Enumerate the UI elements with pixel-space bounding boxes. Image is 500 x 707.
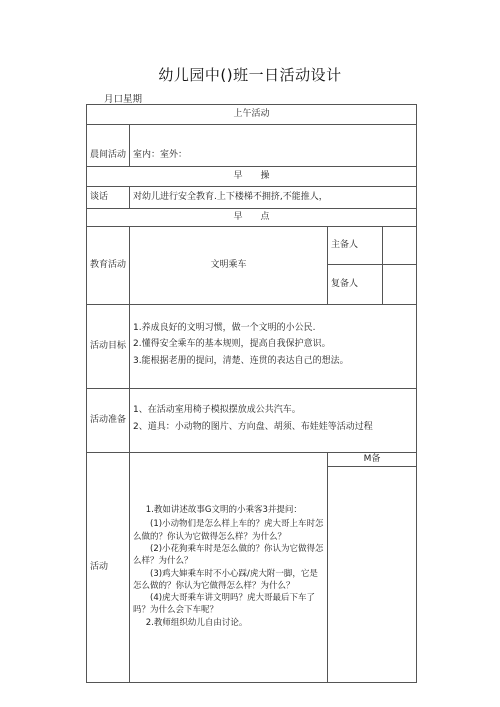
goal-item: 1.养成良好的文明习惯，做一个文明的小公民.: [133, 323, 316, 334]
activity-question: (4)虎大哥乘车讲文明吗？虎大哥最后下车了吗？为什么会下车呢？: [133, 593, 316, 616]
goal-item: 2.懂得安全乘车的基本规则，提高自我保护意识。: [133, 339, 331, 350]
activity-question: (2)小花狗乘车时是怎么做的？你认为它做得怎么样？为什么？: [133, 543, 324, 567]
talk-label: 谈话: [87, 187, 130, 209]
activity-outro: 2.教师组织幼儿自由讨论。: [145, 617, 248, 628]
activity-label: 活动: [87, 453, 130, 683]
education-label: 教育活动: [87, 227, 130, 305]
page-title: 幼儿园中()班一日活动设计: [158, 66, 342, 84]
talk-row: [87, 187, 417, 209]
goals-list: [130, 305, 417, 389]
education-value: 文明乘车: [130, 227, 328, 305]
education-row: [87, 227, 417, 265]
morning-header: 上午活动: [87, 105, 417, 125]
review-value: [383, 265, 417, 305]
activity-side-label: M备: [328, 453, 417, 467]
prep-list: [130, 389, 417, 453]
talk-value: 对幼儿进行安全教育.上下楼梯不拥挤,不能推人，: [130, 187, 417, 209]
goals-label: 活动目标: [87, 305, 130, 389]
activity-intro: 1.教如讲述故事G文明的小乘客3并提问：: [145, 504, 302, 515]
prep-item: 1、在活动室用椅子模拟摆放成公共汽车。: [133, 405, 301, 416]
prep-row: [87, 389, 417, 453]
date-line: 月口星期: [104, 94, 143, 105]
plan-table: [86, 104, 417, 683]
prep-item: 2、道具：小动物的图片、方向盘、胡须、布娃娃等活动过程: [133, 421, 373, 432]
activity-question: (3)鸡大婶乘车时不小心踩/虎大附一脚，它是怎么做的？你认为它做得怎么样？为什么？: [133, 568, 318, 591]
review-label: 复备人: [328, 265, 383, 305]
morning-activity-label: 晨间活动: [87, 125, 130, 167]
morning-activity-row: [87, 125, 417, 167]
goal-item: 3.能根据老册的提问，清楚、连贯的表达自己的想法。: [133, 355, 349, 366]
snack-header-row: [87, 209, 417, 227]
activity-side-notes: [328, 467, 417, 683]
main-teacher-value: [383, 227, 417, 265]
exercise-header-row: [87, 167, 417, 187]
activity-text: [130, 453, 328, 683]
activity-question: (1)小动物们是怎么样上车的？虎大哥上车时怎么做的？你认为它做得怎么样？为什么？: [133, 519, 324, 542]
main-teacher-label: 主备人: [328, 227, 383, 265]
morning-header-row: [87, 105, 417, 125]
snack-header: 早 点: [87, 209, 417, 227]
exercise-header: 早 操: [87, 167, 417, 187]
prep-label: 活动准备: [87, 389, 130, 453]
goals-row: [87, 305, 417, 389]
morning-activity-value: 室内：室外：: [130, 125, 417, 167]
activity-row-top: [87, 453, 417, 467]
